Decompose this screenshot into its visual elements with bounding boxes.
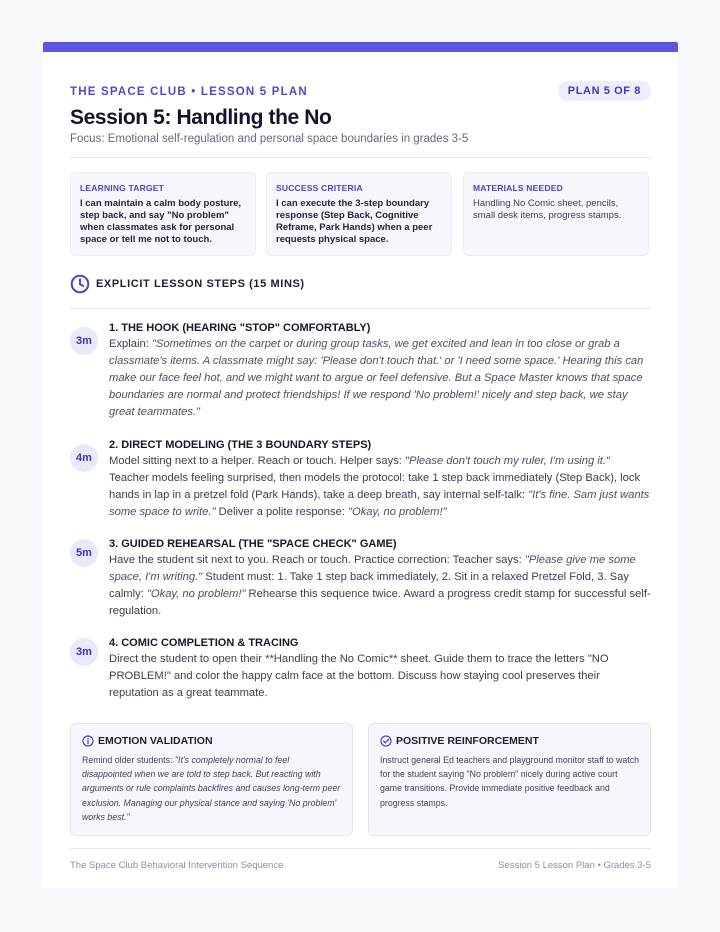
step-content bbox=[109, 322, 651, 421]
steps-divider bbox=[70, 308, 651, 309]
eyebrow-label: THE SPACE CLUB • LESSON 5 PLAN bbox=[70, 86, 308, 98]
step-quote: "Please don't touch my ruler, I'm using it." bbox=[405, 455, 610, 467]
step-content bbox=[109, 538, 651, 620]
box-title: EMOTION VALIDATION bbox=[98, 735, 213, 747]
check-circle-icon bbox=[380, 735, 392, 747]
step-quote: "Sometimes on the carpet or during group tasks, we get excited and lean in too close or grab a classmate's items. A classmate might say: 'Please don't touch that.' or 'I need some space.' Hearing this can make our face feel hot, and we might want to argue or feel defensive. But a Space Master knows that space boundaries are normal and protect friendships! If we respond 'No problem!' nicely and step back, we stay great teammates." bbox=[109, 338, 644, 418]
step-title: 1. THE HOOK (HEARING "STOP" COMFORTABLY) bbox=[109, 322, 371, 334]
step-text: Teacher models feeling surprised, then models the protocol: take 1 step back immediately (Step Back), lock hands in lap in a pretzel fold (Park Hands), take a deep breath, say internal self-talk: bbox=[109, 472, 641, 501]
step-title: 2. DIRECT MODELING (THE 3 BOUNDARY STEPS) bbox=[109, 439, 372, 451]
box-body bbox=[82, 753, 341, 824]
plan-badge: PLAN 5 OF 8 bbox=[558, 81, 651, 101]
footer-left: The Space Club Behavioral Intervention Sequence bbox=[70, 860, 284, 871]
step-quote: "Please give me some space, I'm writing." bbox=[109, 554, 636, 583]
focus-subtitle: Focus: Emotional self-regulation and personal space boundaries in grades 3-5 bbox=[70, 133, 469, 145]
step-text: Model sitting next to a helper. Reach or touch. Helper says: bbox=[109, 455, 406, 467]
footer-right: Session 5 Lesson Plan • Grades 3-5 bbox=[498, 860, 651, 871]
success-criteria-card bbox=[266, 172, 452, 256]
step-text: Deliver a polite response: bbox=[215, 506, 349, 518]
box-title: POSITIVE REINFORCEMENT bbox=[396, 735, 539, 747]
step-lead: Explain: bbox=[109, 338, 152, 350]
page-footer bbox=[70, 860, 651, 871]
summary-cards bbox=[70, 172, 651, 256]
box-lead: Remind older students: bbox=[82, 755, 175, 765]
step-body bbox=[109, 453, 651, 521]
card-text: I can maintain a calm body posture, step back, and say "No problem" when classmates ask for personal space or tell me not to touch. bbox=[80, 198, 242, 245]
step-text: Student must: 1. Take 1 step back immediately, 2. Sit in a relaxed Pretzel Fold, 3. Say calmly: bbox=[109, 571, 629, 600]
step-minutes-badge: 3m bbox=[70, 638, 98, 666]
box-heading bbox=[82, 735, 341, 747]
box-body: Instruct general Ed teachers and playground monitor staff to watch for the student saying "No problem" nicely during active court game transitions. Provide immediate positive feedback and progress stamps. bbox=[380, 755, 640, 808]
step-content bbox=[109, 439, 651, 521]
step-body bbox=[109, 552, 651, 620]
step-quote: "It's fine. Sam just wants some space to write." bbox=[109, 489, 650, 518]
box-quote: "It's completely normal to feel disappointed when we are told to step back. But reacting with arguments or rule complaints backfires and causes long-term peer exclusion. Managing our physical stance and saying 'No problem' works best." bbox=[82, 755, 341, 822]
materials-card bbox=[463, 172, 649, 256]
step-minutes-badge: 5m bbox=[70, 539, 98, 567]
step-body bbox=[109, 336, 651, 421]
step-title: 3. GUIDED REHEARSAL (THE "SPACE CHECK" GAME) bbox=[109, 538, 397, 550]
step-minutes-badge: 4m bbox=[70, 444, 98, 472]
lesson-plan-sheet bbox=[43, 42, 678, 888]
step-content bbox=[109, 637, 651, 702]
card-label: LEARNING TARGET bbox=[80, 183, 165, 193]
page-title: Session 5: Handling the No bbox=[70, 106, 332, 129]
steps-heading-text: EXPLICIT LESSON STEPS (15 MINS) bbox=[96, 278, 305, 290]
step-quote: "Okay, no problem!" bbox=[146, 588, 246, 600]
card-text: I can execute the 3-step boundary response (Step Back, Cognitive Reframe, Park Hands) when a peer requests physical space. bbox=[276, 198, 433, 245]
card-text: Handling No Comic sheet, pencils, small desk items, progress stamps. bbox=[473, 198, 622, 221]
step-minutes-badge: 3m bbox=[70, 327, 98, 355]
step-text: Have the student sit next to you. Reach or touch. Practice correction: Teacher says: bbox=[109, 554, 525, 566]
box-heading bbox=[380, 735, 639, 747]
learning-target-card bbox=[70, 172, 256, 256]
steps-heading bbox=[70, 274, 651, 296]
step-text: Rehearse this sequence twice. Award a progress credit stamp for successful self-regulation. bbox=[109, 588, 651, 617]
positive-reinforcement-box bbox=[368, 723, 651, 836]
card-label: SUCCESS CRITERIA bbox=[276, 183, 363, 193]
emotion-validation-box bbox=[70, 723, 353, 836]
header-divider bbox=[70, 157, 651, 158]
step-title: 4. COMIC COMPLETION & TRACING bbox=[109, 637, 299, 649]
card-label: MATERIALS NEEDED bbox=[473, 183, 563, 193]
clock-icon bbox=[70, 274, 90, 294]
info-icon bbox=[82, 735, 94, 747]
step-body: Direct the student to open their **Handling the No Comic** sheet. Guide them to trace the letters "NO PROBLEM!" and color the happy calm face at the bottom. Discuss how staying cool preserves their reputation as a great teammate. bbox=[109, 653, 609, 699]
step-quote: "Okay, no problem!" bbox=[348, 506, 447, 518]
footer-divider bbox=[70, 848, 651, 849]
